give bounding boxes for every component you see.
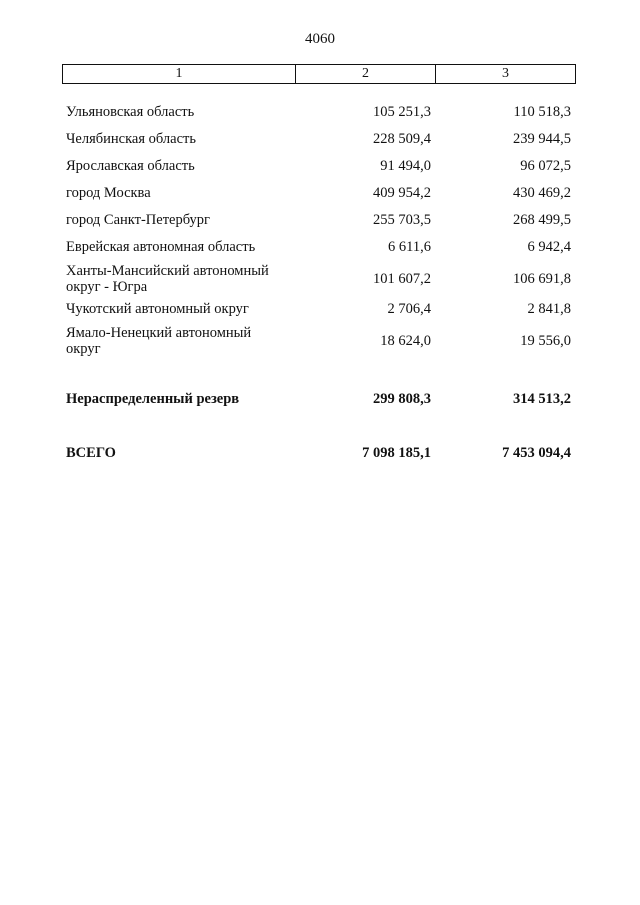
total-value-col-3: 7 453 094,4 — [502, 445, 571, 461]
region-name: Ульяновская область — [66, 104, 195, 120]
value-col-2: 255 703,5 — [373, 212, 431, 228]
value-col-2: 105 251,3 — [373, 104, 431, 120]
value-col-3: 430 469,2 — [513, 185, 571, 201]
value-col-2: 228 509,4 — [373, 131, 431, 147]
region-name: Челябинская область — [66, 131, 196, 147]
value-col-2: 91 494,0 — [380, 158, 431, 174]
region-name: Еврейская автономная область — [66, 239, 256, 255]
header-col-3: 3 — [502, 66, 509, 81]
region-name: город Санкт-Петербург — [66, 212, 211, 228]
value-col-3: 110 518,3 — [513, 104, 571, 120]
value-col-3: 106 691,8 — [513, 271, 571, 287]
reserve-value-col-2: 299 808,3 — [373, 391, 431, 407]
value-col-3: 239 944,5 — [513, 131, 571, 147]
value-col-2: 18 624,0 — [380, 333, 431, 349]
reserve-value-col-3: 314 513,2 — [513, 391, 571, 407]
region-name: Ярославская область — [66, 158, 195, 174]
region-name: Ямало-Ненецкий автономный округ — [66, 325, 252, 357]
value-col-3: 268 499,5 — [513, 212, 571, 228]
page-number: 4060 — [305, 31, 335, 47]
header-col-1: 1 — [63, 65, 296, 83]
value-col-2: 409 954,2 — [373, 185, 431, 201]
total-value-col-2: 7 098 185,1 — [362, 445, 431, 461]
table-header — [62, 64, 576, 84]
region-name: Чукотский автономный округ — [66, 301, 249, 317]
reserve-label: Нераспределенный резерв — [66, 391, 240, 407]
region-name: город Москва — [66, 185, 151, 201]
value-col-2: 101 607,2 — [373, 271, 431, 287]
header-col-2: 2 — [296, 65, 436, 83]
value-col-3: 2 841,8 — [527, 301, 571, 317]
total-label: ВСЕГО — [66, 445, 116, 461]
value-col-2: 6 611,6 — [388, 239, 431, 255]
value-col-3: 96 072,5 — [520, 158, 571, 174]
value-col-3: 6 942,4 — [527, 239, 571, 255]
value-col-2: 2 706,4 — [387, 301, 431, 317]
value-col-3: 19 556,0 — [520, 333, 571, 349]
region-name: Ханты-Мансийский автономный округ - Югра — [66, 263, 269, 295]
